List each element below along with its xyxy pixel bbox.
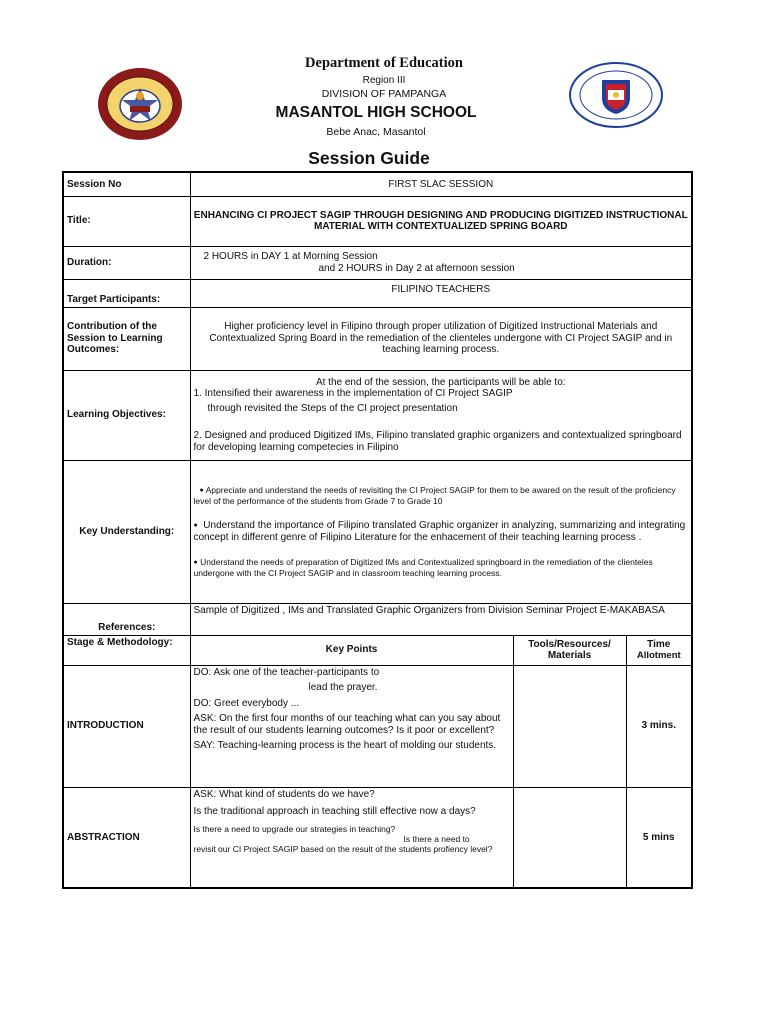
introduction-do-1a: DO: Ask one of the teacher-participants to <box>193 666 380 678</box>
duration-label: Duration: <box>63 246 190 279</box>
bullet-icon: ● <box>199 487 204 494</box>
page-title: Session Guide <box>308 148 430 168</box>
introduction-say: SAY: Teaching-learning process is the heart of molding our students. <box>193 740 497 751</box>
school-name: MASANTOL HIGH SCHOOL <box>275 104 477 121</box>
title-value: ENHANCING CI PROJECT SAGIP THROUGH DESIGNING AND PRODUCING DIGITIZED INSTRUCTIONAL MATERIAL WITH CONTEXTUALIZED SPRING BOARD <box>190 196 692 246</box>
session-no-value: FIRST SLAC SESSION <box>190 172 692 196</box>
row-session-no <box>63 172 692 196</box>
row-objectives <box>63 370 692 460</box>
introduction-label: INTRODUCTION <box>63 665 190 787</box>
abstraction-q1: Is the traditional approach in teaching still effective now a days? <box>193 806 476 817</box>
contribution-label: Contribution of the Session to Learning Outcomes: <box>63 307 190 370</box>
division: DIVISION OF PAMPANGA <box>321 88 447 100</box>
row-target <box>63 279 692 307</box>
objective-1b: through revisited the Steps of the CI project presentation <box>207 402 458 414</box>
row-key-understanding <box>63 460 692 603</box>
abstraction-key-points <box>190 787 513 888</box>
duration-line-2: and 2 HOURS in Day 2 at afternoon session <box>318 262 515 274</box>
row-title <box>63 196 692 246</box>
bullet-icon: ● <box>193 559 198 566</box>
abstraction-q3a: Is there a need to <box>403 833 470 844</box>
row-contribution <box>63 307 692 370</box>
row-references <box>63 603 692 635</box>
objectives-label: Learning Objectives: <box>63 370 190 460</box>
row-abstraction <box>63 787 692 888</box>
introduction-do-1b: lead the prayer. <box>308 682 378 693</box>
bullet-icon: ● <box>193 522 198 529</box>
time-header <box>626 635 692 665</box>
abstraction-q2: Is there a need to upgrade our strategies in teaching? <box>193 823 396 834</box>
row-introduction <box>63 665 692 787</box>
objective-1a: 1. Intensified their awareness in the implementation of CI Project SAGIP <box>193 388 513 400</box>
key-understanding-value <box>190 460 692 603</box>
objectives-intro: At the end of the session, the participants will be able to: <box>315 376 566 388</box>
deped-seal-icon <box>568 62 664 128</box>
contribution-value: Higher proficiency level in Filipino through proper utilization of Digitized Instructional Materials and Contextualized Spring Board in the remediation of the clienteles undergone with CI Project SAGIP and in teaching learning process. <box>190 307 692 370</box>
introduction-key-points <box>190 665 513 787</box>
session-guide-table <box>62 171 693 889</box>
stage-header: Stage & Methodology: <box>63 635 190 665</box>
department-name: Department of Education <box>305 55 463 71</box>
references-value: Sample of Digitized , IMs and Translated Graphic Organizers from Division Seminar Project E-MAKABASA <box>190 603 692 635</box>
objectives-value <box>190 370 692 460</box>
row-duration <box>63 246 692 279</box>
session-no-label: Session No <box>63 172 190 196</box>
objective-2: 2. Designed and produced Digitized IMs, Filipino translated graphic organizers and contextualized springboard for developing learning competecies in Filipino <box>193 430 682 453</box>
references-label: References: <box>63 603 190 635</box>
duration-value <box>190 246 692 279</box>
region: Region III <box>362 75 406 86</box>
introduction-ask: ASK: On the first four months of our teaching what can you say about the result of our students learning outcomes? Is it poor or excellent? <box>193 713 501 736</box>
time-header-line-2: Allotment <box>636 650 681 661</box>
key-understanding-3: Understand the needs of preparation of Digitized IMs and Contextualized springboard in the remediation of the clienteles undergone with the CI Project SAGIP and in classroom teaching learning process. <box>193 557 653 578</box>
key-understanding-2: Understand the importance of Filipino translated Graphic organizer in analyzing, summarizing and integrating concept in different genre of Filipino Literature for the enhacement of their teaching learning process . <box>193 520 686 543</box>
abstraction-q3b: revisit our CI Project SAGIP based on the result of the students profiency level? <box>193 843 493 854</box>
target-value: FILIPINO TEACHERS <box>190 279 692 307</box>
time-header-line-1: Time <box>647 638 671 650</box>
introduction-time: 3 mins. <box>626 665 692 787</box>
abstraction-label: ABSTRACTION <box>63 787 190 888</box>
tools-header: Tools/Resources/ Materials <box>513 635 626 665</box>
key-understanding-1: Appreciate and understand the needs of revisiting the CI Project SAGIP for them to be awared on the result of the proficiency level of the performance of the students from Grade 7 to Grade 10 <box>193 485 676 506</box>
duration-line-1: 2 HOURS in DAY 1 at Morning Session <box>203 251 378 262</box>
title-label: Title: <box>63 196 190 246</box>
document-header <box>0 0 768 172</box>
introduction-do-2: DO: Greet everybody ... <box>193 697 300 709</box>
abstraction-ask: ASK: What kind of students do we have? <box>193 788 375 800</box>
introduction-tools <box>513 665 626 787</box>
target-label: Target Participants: <box>63 279 190 307</box>
school-address: Bebe Anac, Masantol <box>326 126 426 138</box>
key-points-header: Key Points <box>190 635 513 665</box>
abstraction-tools <box>513 787 626 888</box>
key-understanding-label: Key Understanding: <box>63 460 190 603</box>
row-column-headers <box>63 635 692 665</box>
abstraction-time: 5 mins <box>626 787 692 888</box>
